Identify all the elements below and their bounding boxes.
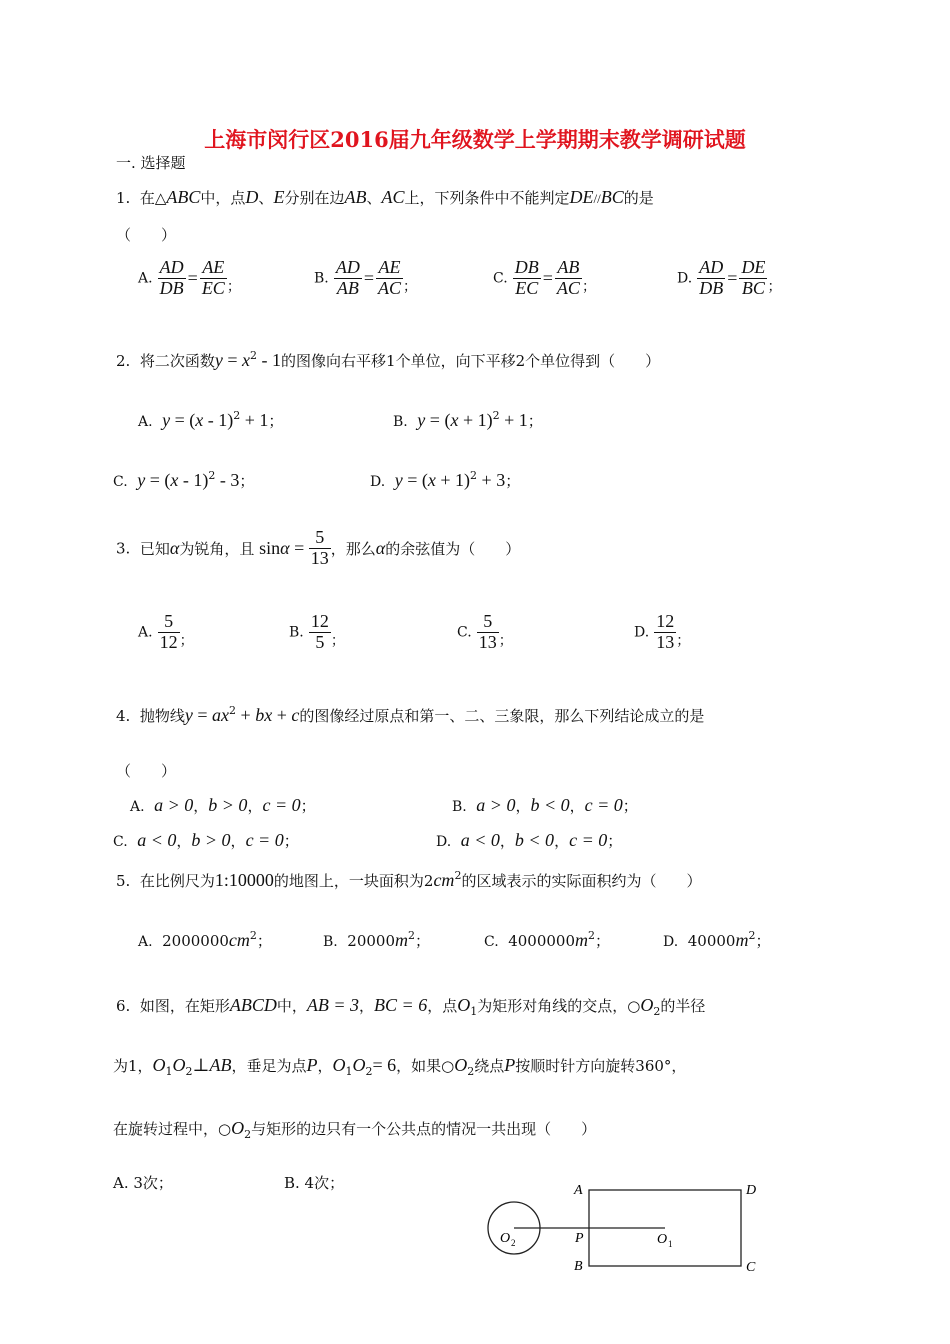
q2-option-d: D. $y = (x + 1)^2 + 3$；: [370, 469, 521, 490]
q2-option-b: B. $y = (x + 1)^2 + 1$；: [393, 409, 543, 430]
label-p: P: [575, 1231, 584, 1246]
question-6-stem-line-3: 在旋转过程中，$○O_2$与矩形的边只有一个公共点的情况一共出现（ ）: [113, 1118, 597, 1141]
label-o2-subscript: 2: [511, 1238, 516, 1248]
q3-option-c: C. $\frac{5}{13}$ ；: [457, 611, 513, 652]
q1-option-c: C. $\frac{DB}{EC}$ = $\frac{AB}{AC}$ ；: [493, 257, 596, 298]
label-o1: O: [657, 1232, 668, 1247]
document-title: 上海市闵行区2016届九年级数学上学期期末教学调研试题: [204, 127, 746, 152]
label-o2: O: [500, 1231, 511, 1246]
question-2-stem: 2. 将二次函数$y = x^2 - 1$的图像向右平移1个单位，向下平移2个单位得到（ ）: [116, 349, 661, 370]
q3-option-b: B. $\frac{12}{5}$ ；: [289, 611, 345, 652]
q1-option-a: A. $\frac{AD}{DB}$ = $\frac{AE}{EC}$ ；: [138, 257, 241, 298]
q5-option-a: A. $2000000cm^2$；: [138, 929, 272, 950]
question-4-stem: 4. 抛物线$y = ax^2$ + bx + c的图像经过原点和第一、二、三象限，那么下列结论成立的是: [116, 704, 705, 725]
label-b: B: [574, 1259, 583, 1274]
q4-option-d: D. a < 0，b < 0，c = 0；: [436, 830, 623, 850]
q4-option-a: A. a > 0，b > 0，c = 0；: [130, 795, 316, 815]
q4-option-c: C. a < 0，b > 0，c = 0；: [113, 830, 299, 850]
q5-option-c: C. $4000000m^2$；: [484, 929, 611, 950]
q5-option-b: B. $20000m^2$；: [323, 929, 431, 950]
q6-option-b: B. 4次；: [284, 1174, 345, 1192]
q3-option-d: D. $\frac{12}{13}$ ；: [634, 611, 691, 652]
question-1-paren: （ ）: [116, 226, 177, 244]
label-d: D: [746, 1183, 757, 1198]
q6-option-a: A. 3次；: [113, 1174, 173, 1192]
q5-option-d: D. $40000m^2$；: [663, 929, 771, 950]
q3-option-a: A. $\frac{5}{12}$ ；: [138, 611, 194, 652]
question-6-stem-line-2: 为1，$O_1O_2\perp AB$，垂足为点P，$O_1O_2= 6$，如果$○O_2$绕点P按顺时针方向旋转360°，: [113, 1055, 687, 1078]
label-a: A: [574, 1183, 583, 1198]
question-1-stem: 1. 在△ABC中，点D、E分别在边AB、AC上，下列条件中不能判定DE//BC的是: [116, 187, 654, 207]
question-5-stem: 5. 在比例尺为1:10000的地图上，一块面积为$2cm^2$的区域表示的实际面积约为（ ）: [116, 869, 702, 890]
question-4-paren: （ ）: [116, 762, 177, 780]
q1-option-b: B. $\frac{AD}{AB}$ = $\frac{AE}{AC}$ ；: [314, 257, 418, 298]
question-3-stem: 3. 已知α为锐角，且 sinα = $\frac{5}{13}$ ，那么α的余弦值为（ ）: [116, 527, 521, 568]
label-c: C: [746, 1260, 756, 1275]
label-o1-subscript: 1: [668, 1239, 673, 1249]
q2-option-a: A. y = (x - 1)$^2$ + 1；: [138, 409, 284, 430]
q1-option-d: D. $\frac{AD}{DB}$ = $\frac{DE}{BC}$ ；: [677, 257, 782, 298]
section-heading: 一. 选择题: [116, 154, 186, 172]
rectangle-circle-figure: [470, 1170, 770, 1280]
q2-option-c: C. y = (x - 1)$^2$ - 3；: [113, 469, 255, 490]
q4-option-b: B. a > 0，b < 0，c = 0；: [452, 795, 638, 815]
question-6-stem-line-1: 6. 如图，在矩形ABCD中，AB = 3，BC = 6，点$O_1$为矩形对角线的交点，$○O_2$的半径: [116, 995, 706, 1018]
